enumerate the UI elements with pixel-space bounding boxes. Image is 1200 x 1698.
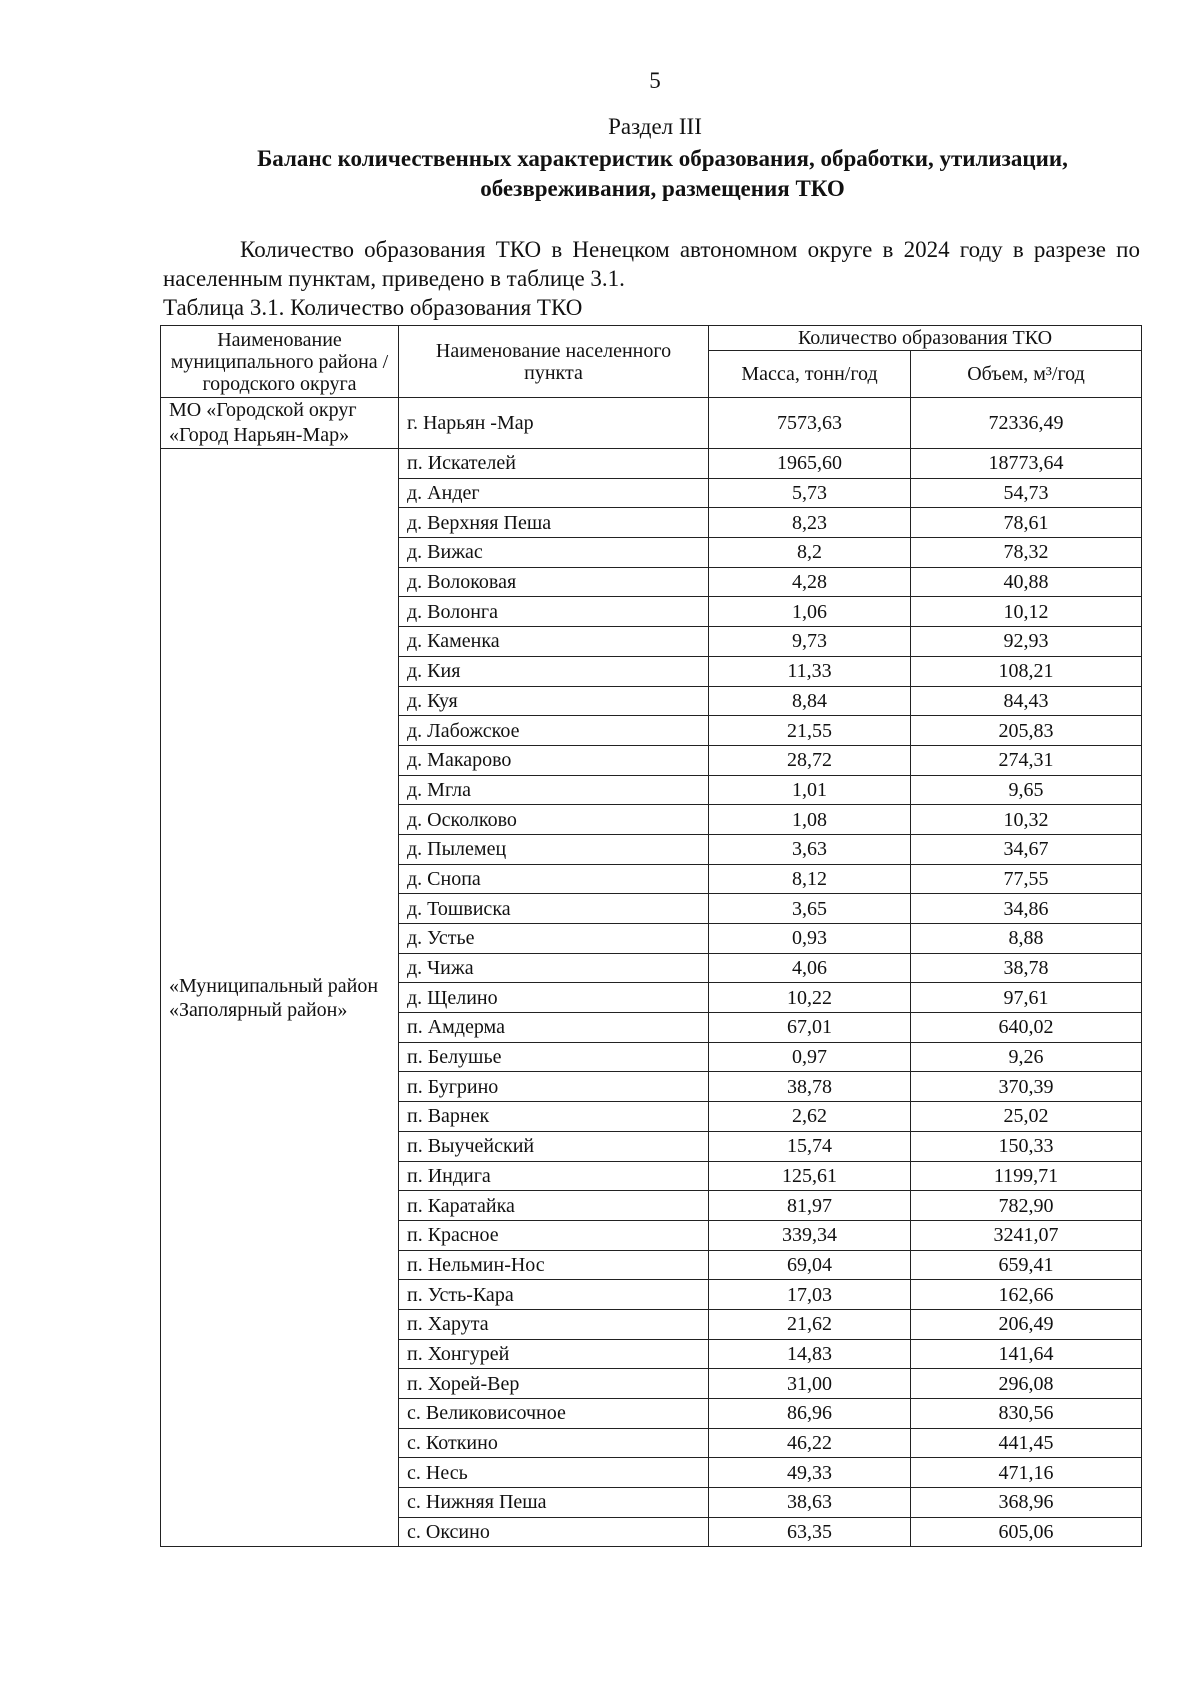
mass-cell: 125,61 [709,1161,911,1191]
volume-cell: 1199,71 [911,1161,1142,1191]
settlement-cell: д. Волоковая [399,567,709,597]
volume-cell: 34,86 [911,894,1142,924]
mass-cell: 14,83 [709,1339,911,1369]
settlement-cell: д. Макарово [399,745,709,775]
mass-cell: 2,62 [709,1102,911,1132]
volume-cell: 10,32 [911,805,1142,835]
settlement-cell: с. Несь [399,1458,709,1488]
settlement-cell: д. Щелино [399,983,709,1013]
settlement-cell: п. Нельмин-Нос [399,1250,709,1280]
volume-cell: 471,16 [911,1458,1142,1488]
settlement-cell: д. Вижас [399,538,709,568]
settlement-cell: п. Выучейский [399,1131,709,1161]
heading-line-2: обезвреживания, размещения ТКО [480,176,845,201]
mass-cell: 67,01 [709,1013,911,1043]
header-district: Наименование муниципального района / городского округа [161,326,399,398]
volume-cell: 3241,07 [911,1220,1142,1250]
mass-cell: 7573,63 [709,398,911,449]
volume-cell: 141,64 [911,1339,1142,1369]
page-number: 5 [649,68,661,93]
table-caption: Таблица 3.1. Количество образования ТКО [163,295,583,320]
volume-cell: 830,56 [911,1399,1142,1429]
volume-cell: 370,39 [911,1072,1142,1102]
settlement-cell: д. Лабожское [399,716,709,746]
settlement-cell: п. Каратайка [399,1191,709,1221]
settlement-cell: г. Нарьян -Мар [399,398,709,449]
district-zapolyarny: «Муниципальный район «Заполярный район» [161,449,399,1547]
settlement-cell: п. Усть-Кара [399,1280,709,1310]
mass-cell: 8,12 [709,864,911,894]
volume-cell: 34,67 [911,834,1142,864]
settlement-cell: с. Коткино [399,1428,709,1458]
heading-line-1: Баланс количественных характеристик образования, обработки, утилизации, [257,146,1068,171]
volume-cell: 72336,49 [911,398,1142,449]
volume-cell: 205,83 [911,716,1142,746]
volume-cell: 84,43 [911,686,1142,716]
mass-cell: 339,34 [709,1220,911,1250]
settlement-cell: д. Андег [399,478,709,508]
header-quantity-group: Количество образования ТКО [709,326,1142,351]
volume-cell: 640,02 [911,1013,1142,1043]
settlement-cell: п. Индига [399,1161,709,1191]
mass-cell: 1,06 [709,597,911,627]
settlement-cell: п. Хорей-Вер [399,1369,709,1399]
volume-cell: 206,49 [911,1309,1142,1339]
mass-cell: 38,78 [709,1072,911,1102]
mass-cell: 38,63 [709,1488,911,1518]
mass-cell: 9,73 [709,627,911,657]
settlement-cell: д. Снопа [399,864,709,894]
mass-cell: 4,28 [709,567,911,597]
volume-cell: 97,61 [911,983,1142,1013]
mass-cell: 15,74 [709,1131,911,1161]
volume-cell: 274,31 [911,745,1142,775]
volume-cell: 150,33 [911,1131,1142,1161]
volume-cell: 78,32 [911,538,1142,568]
volume-cell: 162,66 [911,1280,1142,1310]
settlement-cell: д. Волонга [399,597,709,627]
mass-cell: 1965,60 [709,449,911,479]
waste-generation-table [160,325,1142,1547]
section-heading [185,144,1140,204]
volume-cell: 296,08 [911,1369,1142,1399]
mass-cell: 10,22 [709,983,911,1013]
header-mass: Масса, тонн/год [709,351,911,398]
settlement-cell: д. Мгла [399,775,709,805]
volume-cell: 441,45 [911,1428,1142,1458]
settlement-cell: д. Пылемец [399,834,709,864]
volume-cell: 78,61 [911,508,1142,538]
mass-cell: 21,62 [709,1309,911,1339]
settlement-cell: п. Красное [399,1220,709,1250]
mass-cell: 69,04 [709,1250,911,1280]
mass-cell: 8,23 [709,508,911,538]
settlement-cell: п. Искателей [399,449,709,479]
settlement-cell: п. Амдерма [399,1013,709,1043]
mass-cell: 0,97 [709,1042,911,1072]
mass-cell: 1,08 [709,805,911,835]
settlement-cell: д. Верхняя Пеша [399,508,709,538]
mass-cell: 11,33 [709,656,911,686]
volume-cell: 8,88 [911,924,1142,954]
table-body [161,398,1142,1547]
mass-cell: 0,93 [709,924,911,954]
mass-cell: 86,96 [709,1399,911,1429]
table-row-city [161,398,1142,449]
mass-cell: 1,01 [709,775,911,805]
mass-cell: 81,97 [709,1191,911,1221]
section-title: Раздел III [608,114,702,139]
volume-cell: 782,90 [911,1191,1142,1221]
mass-cell: 46,22 [709,1428,911,1458]
mass-cell: 3,65 [709,894,911,924]
settlement-cell: с. Оксино [399,1517,709,1547]
volume-cell: 77,55 [911,864,1142,894]
volume-cell: 605,06 [911,1517,1142,1547]
mass-cell: 28,72 [709,745,911,775]
settlement-cell: д. Чижа [399,953,709,983]
settlement-cell: д. Устье [399,924,709,954]
settlement-cell: п. Харута [399,1309,709,1339]
settlement-cell: п. Хонгурей [399,1339,709,1369]
settlement-cell: д. Куя [399,686,709,716]
mass-cell: 31,00 [709,1369,911,1399]
volume-cell: 10,12 [911,597,1142,627]
volume-cell: 18773,64 [911,449,1142,479]
mass-cell: 17,03 [709,1280,911,1310]
settlement-cell: п. Белушье [399,1042,709,1072]
table-header-row [161,326,1142,351]
settlement-cell: с. Нижняя Пеша [399,1488,709,1518]
mass-cell: 63,35 [709,1517,911,1547]
mass-cell: 3,63 [709,834,911,864]
volume-cell: 92,93 [911,627,1142,657]
volume-cell: 38,78 [911,953,1142,983]
mass-cell: 5,73 [709,478,911,508]
settlement-cell: д. Каменка [399,627,709,657]
settlement-cell: д. Кия [399,656,709,686]
settlement-cell: п. Варнек [399,1102,709,1132]
settlement-cell: д. Тошвиска [399,894,709,924]
mass-cell: 49,33 [709,1458,911,1488]
table-row [161,449,1142,479]
volume-cell: 54,73 [911,478,1142,508]
volume-cell: 9,65 [911,775,1142,805]
mass-cell: 8,84 [709,686,911,716]
volume-cell: 108,21 [911,656,1142,686]
settlement-cell: с. Великовисочное [399,1399,709,1429]
settlement-cell: п. Бугрино [399,1072,709,1102]
volume-cell: 368,96 [911,1488,1142,1518]
header-settlement: Наименование населенного пункта [399,326,709,398]
district-city: МО «Городской округ «Город Нарьян-Мар» [161,398,399,449]
volume-cell: 40,88 [911,567,1142,597]
intro-paragraph: Количество образования ТКО в Ненецком автономном округе в 2024 году в разрезе по населенным пунктам, приведено в таблице 3.1. [163,237,1140,291]
mass-cell: 21,55 [709,716,911,746]
mass-cell: 8,2 [709,538,911,568]
volume-cell: 25,02 [911,1102,1142,1132]
volume-cell: 9,26 [911,1042,1142,1072]
header-volume: Объем, м³/год [911,351,1142,398]
volume-cell: 659,41 [911,1250,1142,1280]
settlement-cell: д. Осколково [399,805,709,835]
mass-cell: 4,06 [709,953,911,983]
